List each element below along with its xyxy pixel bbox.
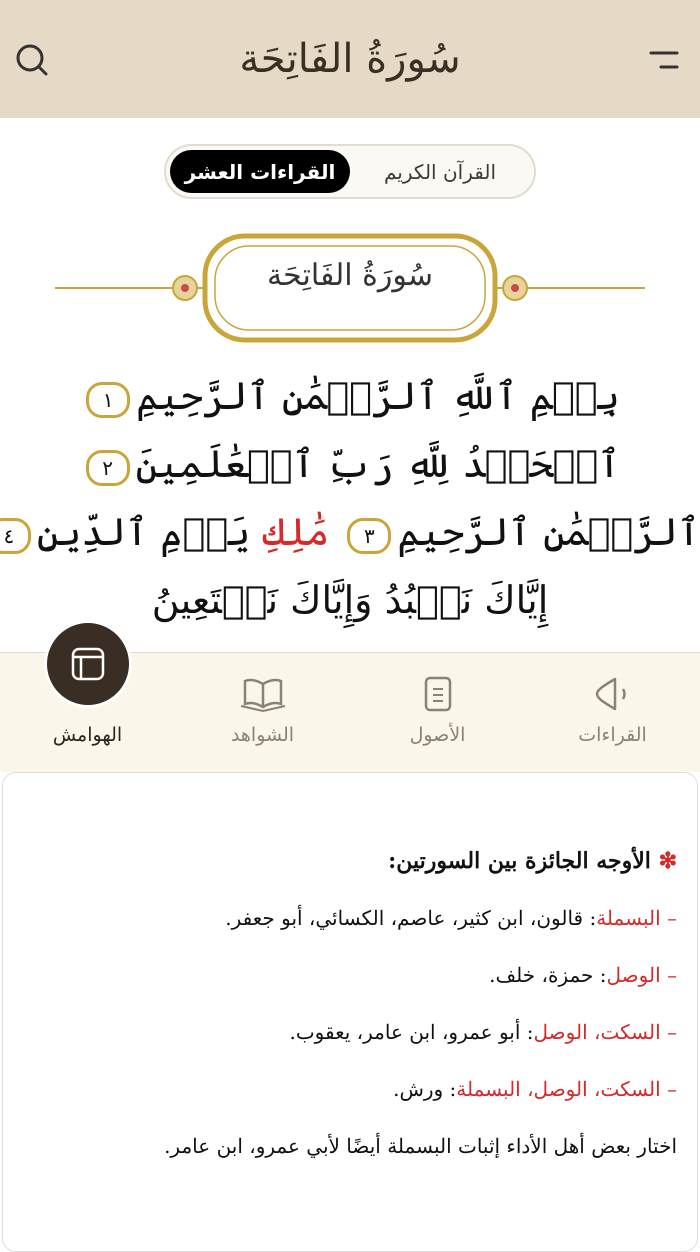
row-text: : حمزة، خلف. [489, 963, 607, 987]
nav-label: القراءات [578, 724, 647, 746]
tab-ten-readings[interactable]: القراءات العشر [170, 150, 350, 193]
nav-label: الهوامش [52, 724, 123, 746]
verse-number[interactable]: ٤ [0, 518, 31, 554]
nav-evidences[interactable] [175, 653, 350, 772]
nav-principles[interactable] [350, 653, 525, 772]
verse-line [0, 430, 700, 498]
footnotes-panel [2, 772, 698, 1252]
menu-button[interactable] [644, 40, 684, 80]
row-label: – البسملة [596, 906, 677, 930]
quran-text [0, 362, 700, 634]
panel-heading [23, 833, 677, 890]
verse-number[interactable]: ٢ [86, 450, 130, 486]
footnotes-fab[interactable] [44, 620, 132, 708]
row-text: : ورش. [393, 1077, 457, 1101]
header [0, 0, 700, 118]
document-icon [423, 676, 453, 712]
footnote-row [23, 1061, 677, 1118]
row-label: – السكت، الوصل، البسملة [456, 1077, 677, 1101]
nav-label: الشواهد [230, 724, 295, 746]
verse-line [0, 498, 700, 566]
nav-readings[interactable] [525, 653, 700, 772]
verse-number[interactable]: ٣ [347, 518, 391, 554]
search-button[interactable] [12, 40, 52, 80]
row-text: : أبو عمرو، ابن عامر، يعقوب. [289, 1020, 534, 1044]
verse-text[interactable]: إِيَّاكَ نَعۡبُدُ وَإِيَّاكَ نَسۡتَعِينُ [151, 578, 549, 622]
page-title: سُورَةُ الفَاتِحَة [239, 36, 461, 82]
verse-number[interactable]: ١ [86, 382, 130, 418]
row-text: : قالون، ابن كثير، عاصم، الكسائي، أبو جعفر. [225, 906, 597, 930]
speaker-icon [593, 676, 633, 712]
heading-text: الأوجه الجائزة بين السورتين: [388, 848, 651, 874]
row-label: – الوصل [606, 963, 677, 987]
nav-label: الأصول [409, 724, 466, 746]
layout-icon [70, 646, 106, 682]
footnote-row [23, 890, 677, 947]
footnote-row [23, 947, 677, 1004]
search-icon [15, 43, 49, 77]
menu-icon [649, 49, 679, 71]
verse-text[interactable]: ٱلرَّحۡمَٰنِ ٱلرَّحِيمِ [397, 510, 700, 554]
highlighted-word[interactable]: مَٰلِكِ [262, 510, 330, 554]
open-book-icon [239, 676, 287, 712]
verse-text[interactable]: يَوۡمِ ٱلدِّينِ [36, 510, 251, 554]
verse-text[interactable]: ٱلۡحَمۡدُ لِلَّهِ رَبِّ ٱلۡعَٰلَمِينَ [135, 442, 621, 486]
row-label: – السكت، الوصل [533, 1020, 677, 1044]
verse-text[interactable]: بِسۡمِ ٱللَّهِ ٱلرَّحۡمَٰنِ ٱلرَّحِيمِ [136, 374, 620, 418]
sura-banner-title: سُورَةُ الفَاتِحَة [267, 258, 433, 293]
footnote-row [23, 1004, 677, 1061]
verse-line [0, 362, 700, 430]
tab-quran[interactable]: القرآن الكريم [383, 159, 496, 184]
footnote-note: اختار بعض أهل الأداء إثبات البسملة أيضًا لأبي عمرو، ابن عامر. [164, 1134, 677, 1158]
star-icon: ❇ [658, 848, 677, 874]
mode-segmented-control [164, 144, 536, 199]
